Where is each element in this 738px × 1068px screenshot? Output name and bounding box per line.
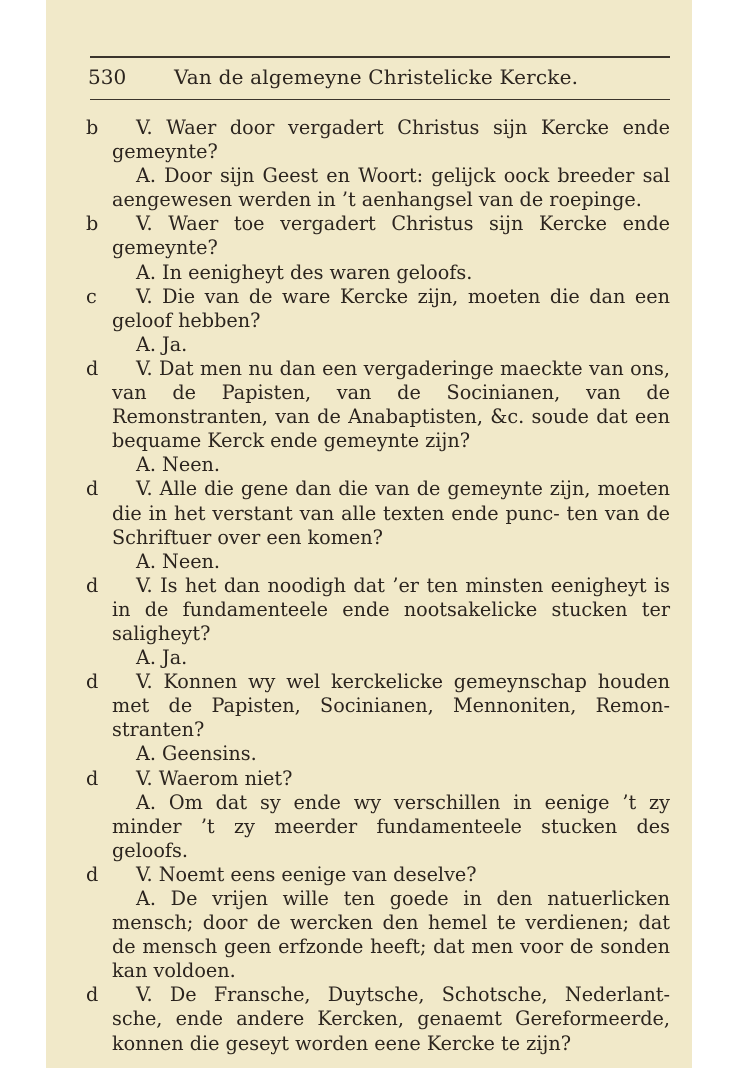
question-text: V. Waer door vergadert Christus sijn Kercke ende gemeynte? [112,116,670,164]
answer-text: A. Neen. [136,549,221,573]
answer-text: A. Door sijn Geest en Woort: gelijck oock breeder sal aengewesen werden in ’t aenhangsel van de roepinge. [112,164,670,212]
qa-entry [46,670,692,742]
running-title: Van de algemeyne Christelicke Kercke. [174,65,579,89]
qa-entry [46,791,692,863]
margin-mark: d [86,356,99,380]
question-text: V. Die van de ware Kercke zijn, moeten die dan een geloof hebben? [112,284,670,332]
header-top-rule [90,56,670,58]
answer-text: A. Ja. [136,332,188,356]
question-text: V. Is het dan noodigh dat ’er ten minsten eenigheyt is in de fundamenteele ende nootsakelicke stucken ter saligheyt? [112,573,670,645]
qa-entry [46,550,692,574]
qa-entry [46,453,692,477]
qa-entry [46,742,692,766]
qa-entry [46,863,692,887]
question-text: V. Dat men nu dan een vergaderinge maeckte van ons, van de Papisten, van de Socinianen, van de Remonstranten, van de Anabaptisten, &c. soude dat een bequame Kerck ende gemeynte zijn? [112,356,670,453]
answer-text: A. Neen. [136,453,221,477]
header-bottom-rule [90,99,670,100]
margin-mark: d [86,862,99,886]
question-text: V. Alle die gene dan die van de gemeynte zijn, moeten die in het verstant van alle texten ende punc- ten van de Schriftuer over een komen? [112,477,670,549]
qa-entry [46,261,692,285]
margin-mark: d [86,573,99,597]
qa-entry [46,646,692,670]
answer-text: A. Ja. [136,646,188,670]
answer-text: A. In eenigheyt des waren geloofs. [136,260,473,284]
question-text: V. Noemt eens eenige van deselve? [136,862,477,886]
book-page [46,0,692,1068]
qa-entry [46,357,692,453]
running-header [90,62,670,92]
margin-mark: d [86,670,99,694]
answer-text: A. De vrijen wille ten goede in den natuerlicken mensch; door de wercken den hemel te verdienen; dat de mensch geen erfzonde heeft; dat men voor de sonden kan voldoen. [112,887,670,983]
answer-text: A. Geensins. [136,742,257,766]
question-text: V. Waerom niet? [136,766,293,790]
qa-entry [46,983,692,1055]
qa-entry [46,285,692,333]
answer-text: A. Om dat sy ende wy verschillen in eenige ’t zy minder ’t zy meerder fundamenteele stucken des geloofs. [112,790,670,862]
qa-entry [46,767,692,791]
qa-entry [46,333,692,357]
margin-mark: d [86,766,99,790]
qa-entry [46,164,692,212]
page-number: 530 [88,65,127,89]
margin-mark: b [86,212,99,236]
margin-mark: d [86,983,99,1007]
margin-mark: c [86,284,97,308]
qa-entry [46,574,692,646]
margin-mark: b [86,116,99,139]
qa-entry [46,212,692,260]
qa-entry [46,477,692,549]
catechism-text [46,116,692,1056]
qa-entry [46,887,692,983]
question-text: V. Waer toe vergadert Christus sijn Kercke ende gemeynte? [112,212,670,260]
margin-mark: d [86,477,99,501]
question-text: V. De Fransche, Duytsche, Schotsche, Nederlant- sche, ende andere Kercken, genaemt Gereformeerde, konnen die geseyt worden eene Kercke te zijn? [112,983,670,1055]
question-text: V. Konnen wy wel kerckelicke gemeynschap houden met de Papisten, Socinianen, Mennoniten, Remon- stranten? [112,670,670,742]
qa-entry [46,116,692,164]
